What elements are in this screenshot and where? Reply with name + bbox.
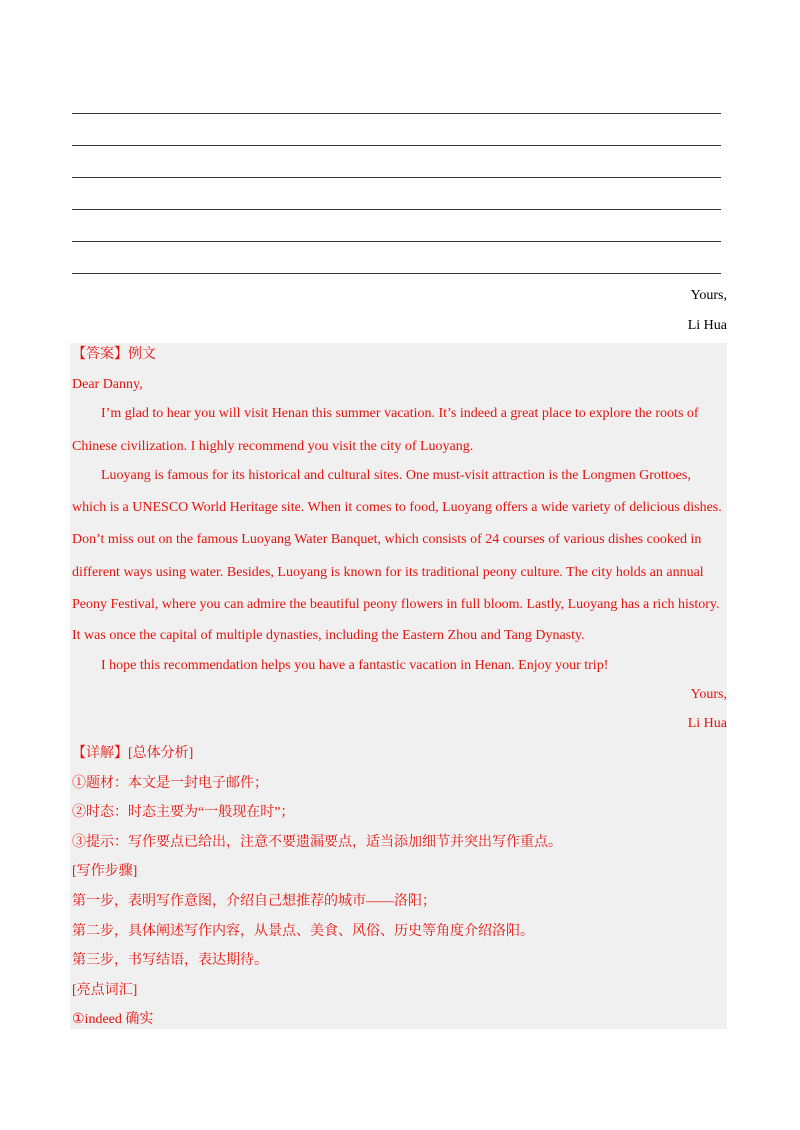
paragraph-line: which is a UNESCO World Heritage site. When it comes to food, Luoyang offers a wide variety of delicious dishes. <box>72 500 722 515</box>
paragraph-line: Luoyang is famous for its historical and cultural sites. One must-visit attraction is the Longmen Grottoes, <box>101 468 691 483</box>
paragraph-line: Chinese civilization. I highly recommend you visit the city of Luoyang. <box>72 439 474 454</box>
vocab-header: [亮点词汇] <box>72 983 138 998</box>
paragraph-line: different ways using water. Besides, Luoyang is known for its traditional peony culture. The city holds an annual <box>72 565 704 580</box>
paragraph-line: I hope this recommendation helps you have a fantastic vacation in Henan. Enjoy your trip! <box>101 658 609 673</box>
paragraph-line: Peony Festival, where you can admire the beautiful peony flowers in full bloom. Lastly, Luoyang has a rich history. <box>72 597 720 612</box>
answer-closing: Yours, <box>690 687 727 702</box>
salutation: Dear Danny, <box>72 377 143 392</box>
step-item: 第二步，具体阐述写作内容，从景点、美食、风俗、历史等角度介绍洛阳。 <box>72 924 534 939</box>
writing-line <box>72 273 721 274</box>
letter-closing: Yours, <box>690 288 727 303</box>
analysis-header: 【详解】[总体分析] <box>72 746 194 761</box>
answer-label: 【答案】例文 <box>72 347 156 362</box>
analysis-item: ③提示：写作要点已给出，注意不要遗漏要点，适当添加细节并突出写作重点。 <box>72 835 562 850</box>
writing-line <box>72 209 721 210</box>
writing-line <box>72 241 721 242</box>
step-item: 第一步，表明写作意图，介绍自己想推荐的城市——洛阳； <box>72 894 436 909</box>
vocab-item: ①indeed 确实 <box>72 1012 154 1027</box>
paragraph-line: Don’t miss out on the famous Luoyang Water Banquet, which consists of 24 courses of various dishes cooked in <box>72 532 702 547</box>
analysis-item: ①题材：本文是一封电子邮件； <box>72 776 268 791</box>
step-item: 第三步，书写结语，表达期待。 <box>72 953 268 968</box>
paragraph-line: I’m glad to hear you will visit Henan this summer vacation. It’s indeed a great place to explore the roots of <box>101 406 699 421</box>
writing-line <box>72 145 721 146</box>
letter-signature: Li Hua <box>687 318 727 333</box>
writing-line <box>72 177 721 178</box>
answer-signature: Li Hua <box>687 716 727 731</box>
steps-header: [写作步骤] <box>72 864 138 879</box>
analysis-item: ②时态：时态主要为“一般现在时”； <box>72 805 295 820</box>
writing-line <box>72 113 721 114</box>
paragraph-line: It was once the capital of multiple dynasties, including the Eastern Zhou and Tang Dynasty. <box>72 628 585 643</box>
